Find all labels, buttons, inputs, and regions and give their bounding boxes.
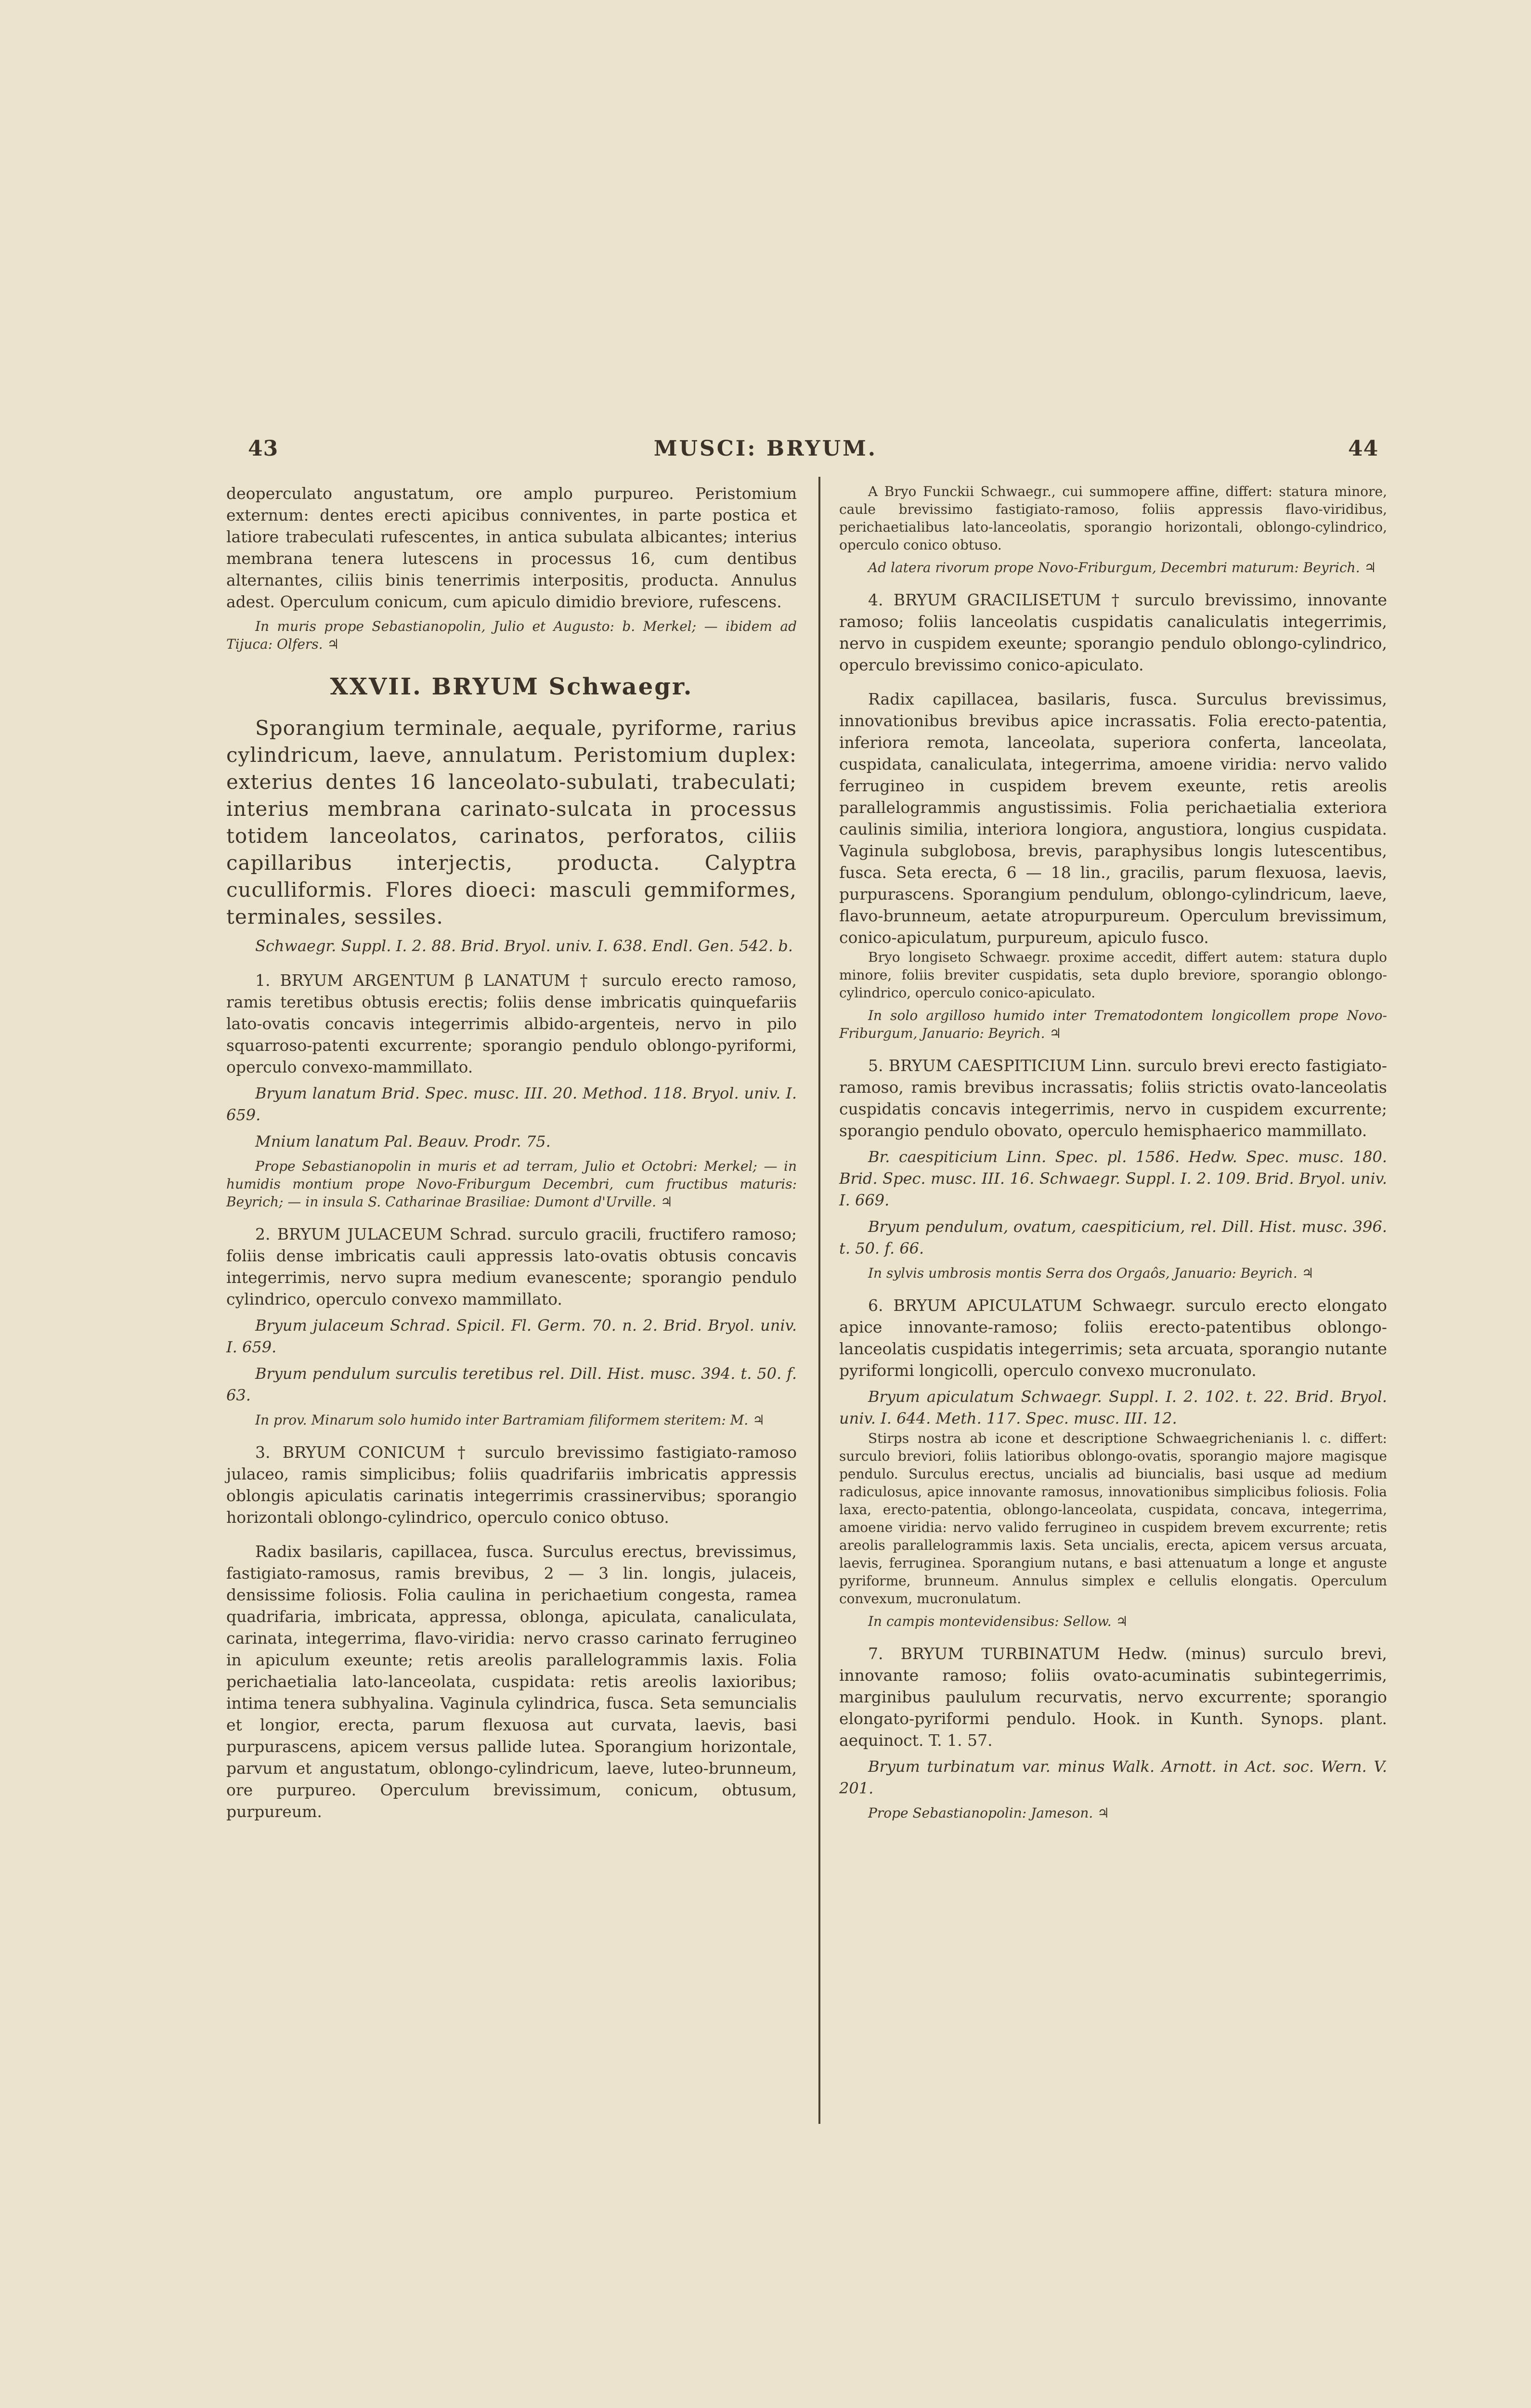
species-1: 1. BRYUM ARGENTUM β LANATUM † surculo erecto ramoso, ramis teretibus obtusis erectis; foliis dense imbricatis quinquefariis lato-ovatis concavis integerrimis albido-argenteis, nervo in pilo squarroso-patenti excurrente; sporangio pendulo oblongo-pyriformi, operculo convexo-mammillato. bbox=[226, 971, 797, 1076]
species-4-note: Bryo longiseto Schwaegr. proxime accedit, differt autem: statura duplo minore, foliis breviter cuspidatis, seta duplo breviore, sporangio oblongo-cylindrico, operculo conico-apiculato. bbox=[839, 949, 1387, 1001]
species-6: 6. BRYUM APICULATUM Schwaegr. surculo erecto elongato apice innovante-ramoso; foliis erecto-patentibus oblongo-lanceolatis cuspidatis integerrimis; seta arcuata, sporangio nutante pyriformi longicolli, operculo convexo mucronulato. bbox=[839, 1296, 1387, 1380]
page-number-left: 43 bbox=[248, 436, 279, 461]
species-2-citation: Bryum julaceum Schrad. Spicil. Fl. Germ. 70. n. 2. Brid. Bryol. univ. I. 659. bbox=[226, 1316, 797, 1356]
species-3-description: Radix basilaris, capillacea, fusca. Surculus erectus, brevissimus, fastigiato-ramosus, ramis brevibus, 2 — 3 lin. longis, julaceis, densissime foliosis. Folia caulina in perichaetium congesta, ramea quadrifaria, imbricata, appressa, oblonga, apiculata, canaliculata, carinata, integerrima, flavo-viridia: nervo crasso carinato ferrugineo in apiculum exeunte; retis areolis parallelogrammis laxis. Folia perichaetialia lato-lanceolata, cuspidata: retis areolis laxioribus; intima tenera subhyalina. Vaginula cylindrica, fusca. Seta semuncialis et longior, erecta, parum flexuosa aut curvata, laevis, basi purpurascens, apicem versus pallide lutea. Sporangium horizontale, parvum et angustatum, oblongo-cylindricum, laeve, luteo-brunneum, ore purpureo. Operculum brevissimum, conicum, obtusum, purpureum. bbox=[226, 1542, 797, 1821]
locality-note: In muris prope Sebastianopolin, Julio et Augusto: b. Merkel; — ibidem ad Tijuca: Olfers. ♃ bbox=[226, 618, 797, 652]
left-column bbox=[226, 483, 797, 1822]
species-5-citation: Br. caespiticium Linn. Spec. pl. 1586. Hedw. Spec. musc. 180. Brid. Spec. musc. III. 16. Schwaegr. Suppl. I. 2. 109. Brid. Bryol. univ. I. 669. bbox=[839, 1148, 1387, 1209]
column-divider bbox=[818, 477, 820, 2124]
species-2: 2. BRYUM JULACEUM Schrad. surculo gracili, fructifero ramoso; foliis dense imbricatis cauli appressis lato-ovatis obtusis concavis integerrimis, nervo supra medium evanescente; sporangio pendulo cylindrico, operculo convexo mammillato. bbox=[226, 1225, 797, 1309]
species-5-citation-2: Bryum pendulum, ovatum, caespiticium, rel. Dill. Hist. musc. 396. t. 50. f. 66. bbox=[839, 1217, 1387, 1257]
species-7-citation: Bryum turbinatum var. minus Walk. Arnott. in Act. soc. Wern. V. 201. bbox=[839, 1757, 1387, 1797]
species-2-locality: In prov. Minarum solo humido inter Bartramiam filiformem steritem: M. ♃ bbox=[255, 1412, 765, 1428]
species-7-locality: Prope Sebastianopolin: Jameson. ♃ bbox=[868, 1805, 1110, 1821]
paragraph-continuation: deoperculato angustatum, ore amplo purpureo. Peristomium externum: dentes erecti apicibus conniventes, in parte postica et latiore trabeculati rufescentes, in antica subulata albicantes; interius membrana tenera lutescens in processus 16, cum dentibus alternantes, ciliis binis tenerrimis interpositis, producta. Annulus adest. Operculum conicum, cum apiculo dimidio breviore, rufescens. bbox=[226, 484, 797, 611]
species-1-citation-2: Mnium lanatum Pal. Beauv. Prodr. 75. bbox=[255, 1132, 551, 1151]
species-6-locality: In campis montevidensibus: Sellow. ♃ bbox=[868, 1613, 1128, 1629]
running-title: MUSCI: BRYUM. bbox=[653, 436, 878, 461]
species-6-citation: Bryum apiculatum Schwaegr. Suppl. I. 2. 102. t. 22. Brid. Bryol. univ. I. 644. Meth. 117. Spec. musc. III. 12. bbox=[839, 1387, 1387, 1427]
species-7: 7. BRYUM TURBINATUM Hedw. (minus) surculo brevi, innovante ramoso; foliis ovato-acuminatis subintegerrimis, marginibus paululum recurvatis, nervo excurrente; sporangio elongato-pyriformi pendulo. Hook. in Kunth. Synops. plant. aequinoct. T. 1. 57. bbox=[839, 1644, 1387, 1750]
genus-heading: XXVII. BRYUM Schwaegr. bbox=[330, 673, 693, 700]
species-1-locality: Prope Sebastianopolin in muris et ad terram, Julio et Octobri: Merkel; — in humidis montium prope Novo-Friburgum Decembri, cum fructibus maturis: Beyrich; — in insula S. Catharinae Brasiliae: Dumont d'Urville. ♃ bbox=[226, 1158, 797, 1210]
species-3: 3. BRYUM CONICUM † surculo brevissimo fastigiato-ramoso julaceo, ramis simplicibus; foliis quadrifariis imbricatis appressis oblongis apiculatis carinatis integerrimis crassinervibus; sporangio horizontali oblongo-cylindrico, operculo conico obtuso. bbox=[226, 1443, 797, 1527]
species-5-locality: In sylvis umbrosis montis Serra dos Orgaôs, Januario: Beyrich. ♃ bbox=[868, 1265, 1314, 1281]
comparison-locality: Ad latera rivorum prope Novo-Friburgum, Decembri maturum: Beyrich. ♃ bbox=[868, 560, 1376, 576]
species-6-description: Stirps nostra ab icone et descriptione Schwaegrichenianis l. c. differt: surculo breviori, foliis latioribus oblongo-ovatis, sporangio majore magisque pendulo. Surculus erectus, uncialis ad biuncialis, basi usque ad medium radiculosus, apice innovante ramosus, innovationibus simplicibus foliosis. Folia laxa, erecto-patentia, oblongo-lanceolata, cuspidata, concava, integerrima, amoene viridia: nervo valido ferrugineo in cuspidem brevem excurrente; retis areolis parallelogrammis laxis. Seta uncialis, erecta, apicem versus arcuata, laevis, ferruginea. Sporangium nutans, e basi attenuatum a longe et anguste pyriforme, brunneum. Annulus simplex e cellulis elongatis. Operculum convexum, mucronulatum. bbox=[839, 1430, 1387, 1607]
species-4-locality: In solo argilloso humido inter Trematodontem longicollem prope Novo-Friburgum, Januario: Beyrich. ♃ bbox=[839, 1008, 1387, 1041]
species-1-citation: Bryum lanatum Brid. Spec. musc. III. 20. Method. 118. Bryol. univ. I. 659. bbox=[226, 1084, 797, 1124]
species-2-citation-2: Bryum pendulum surculis teretibus rel. Dill. Hist. musc. 394. t. 50. f. 63. bbox=[226, 1364, 797, 1404]
species-5: 5. BRYUM CAESPITICIUM Linn. surculo brevi erecto fastigiato-ramoso, ramis brevibus incrassatis; foliis strictis ovato-lanceolatis cuspidatis concavis integerrimis, nervo in cuspidem excurrente; sporangio pendulo obovato, operculo hemisphaerico mammillato. bbox=[839, 1056, 1387, 1140]
page-number-right: 44 bbox=[1348, 436, 1379, 461]
right-column bbox=[839, 483, 1387, 1822]
species-4: 4. BRYUM GRACILISETUM † surculo brevissimo, innovante ramoso; foliis lanceolatis cuspidatis canaliculatis integerrimis, nervo in cuspidem exeunte; sporangio pendulo oblongo-cylindrico, operculo brevissimo conico-apiculato. bbox=[839, 590, 1387, 674]
species-4-description: Radix capillacea, basilaris, fusca. Surculus brevissimus, innovationibus brevibus apice incrassatis. Folia erecto-patentia, inferiora remota, lanceolata, superiora conferta, lanceolata, cuspidata, canaliculata, integerrima, amoene viridia: nervo valido ferrugineo in cuspidem brevem exeunte, retis areolis parallelogrammis angustissimis. Folia perichaetialia exteriora caulinis similia, interiora longiora, angustiora, longius cuspidata. Vaginula subglobosa, brevis, paraphysibus longis lutescentibus, fusca. Seta erecta, 6 — 18 lin., gracilis, parum flexuosa, laevis, purpurascens. Sporangium pendulum, oblongo-cylindricum, laeve, flavo-brunneum, aetate atropurpureum. Operculum brevissimum, conico-apiculatum, purpureum, apiculo fusco. bbox=[839, 690, 1387, 947]
comparison-note: A Bryo Funckii Schwaegr., cui summopere affine, differt: statura minore, caule brevissimo fastigiato-ramoso, foliis appressis flavo-viridibus, perichaetialibus lato-lanceolatis, sporangio horizontali, oblongo-cylindrico, operculo conico obtuso. bbox=[839, 484, 1387, 553]
genus-description: Sporangium terminale, aequale, pyriforme, rarius cylindricum, laeve, annulatum. Peristomium duplex: exterius dentes 16 lanceolato-subulati, trabeculati; interius membrana carinato-sulcata in processus totidem lanceolatos, carinatos, perforatos, ciliis capillaribus interjectis, producta. Calyptra cuculliformis. Flores dioeci: masculi gemmiformes, terminales, sessiles. bbox=[226, 716, 797, 929]
genus-citation: Schwaegr. Suppl. I. 2. 88. Brid. Bryol. univ. I. 638. Endl. Gen. 542. b. bbox=[255, 937, 793, 955]
